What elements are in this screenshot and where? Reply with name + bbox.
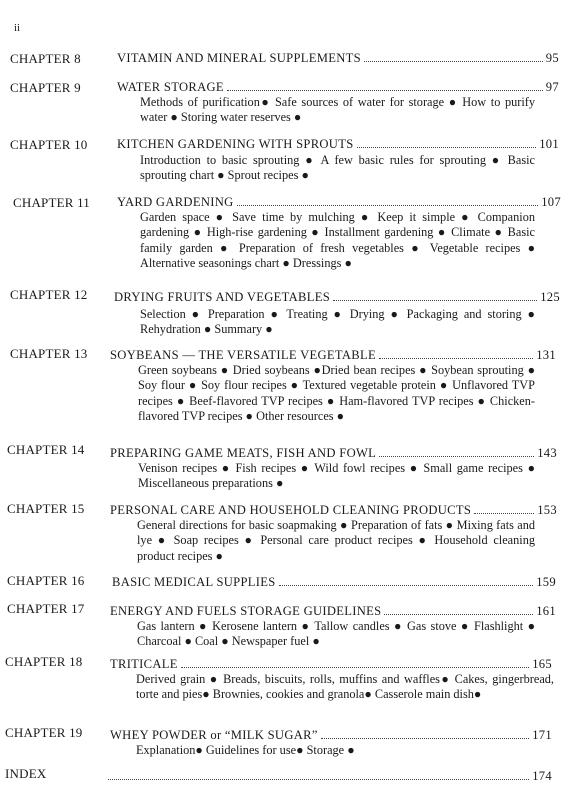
chapter-label: CHAPTER 11	[13, 195, 90, 210]
dot-leader	[237, 204, 539, 206]
dot-leader	[364, 60, 543, 62]
entry-description: Derived grain ● Breads, biscuits, rolls, muffins and waffles● Cakes, gingerbread, torte and pies● Brownies, cookies and granola● Casserole main dish●	[136, 672, 554, 702]
chapter-label: CHAPTER 19	[5, 725, 83, 740]
entry-description: Introduction to basic sprouting ● A few basic rules for sprouting ● Basic sprouting chart ● Sprout recipes ●	[140, 153, 535, 183]
dot-leader	[474, 512, 534, 514]
entry-title: DRYING FRUITS AND VEGETABLES	[114, 290, 331, 304]
dot-leader	[333, 299, 537, 301]
dot-leader	[357, 146, 537, 148]
dot-leader	[379, 357, 533, 359]
entry-title: TRITICALE	[110, 657, 178, 671]
dot-leader	[384, 613, 533, 615]
entry-title: BASIC MEDICAL SUPPLIES	[112, 575, 276, 589]
chapter-label: INDEX	[5, 766, 47, 781]
entry-description: Methods of purification● Safe sources of water for storage ● How to purify water ● Storing water reserves ●	[140, 95, 535, 125]
entry-page: 171	[532, 728, 552, 742]
entry-page: 125	[540, 290, 560, 304]
chapter-label: CHAPTER 12	[10, 287, 88, 302]
entry-page: 153	[537, 503, 557, 517]
entry-title-row	[117, 195, 561, 210]
entry-title-row	[110, 728, 552, 743]
chapter-label: CHAPTER 16	[7, 573, 85, 588]
entry-page: 97	[545, 80, 559, 94]
entry-title-row	[110, 604, 556, 619]
entry-title: YARD GARDENING	[117, 195, 234, 209]
entry-title-row	[105, 769, 552, 784]
dot-leader	[227, 89, 543, 91]
entry-title-row	[114, 290, 560, 305]
entry-title: ENERGY AND FUELS STORAGE GUIDELINES	[110, 604, 382, 618]
entry-title: WHEY POWDER or “MILK SUGAR”	[110, 728, 318, 742]
entry-description: Venison recipes ● Fish recipes ● Wild fowl recipes ● Small game recipes ● Miscellaneous preparations ●	[138, 461, 535, 491]
chapter-label: CHAPTER 18	[5, 654, 83, 669]
entry-page: 131	[536, 348, 556, 362]
entry-description: Explanation● Guidelines for use● Storage ●	[136, 743, 355, 757]
entry-title: VITAMIN AND MINERAL SUPPLEMENTS	[117, 51, 361, 65]
chapter-label: CHAPTER 13	[10, 346, 88, 361]
entry-description: Selection ● Preparation ● Treating ● Drying ● Packaging and storing ● Rehydration ● Summary ●	[140, 307, 535, 337]
entry-description: Gas lantern ● Kerosene lantern ● Tallow candles ● Gas stove ● Flashlight ● Charcoal ● Coal ● Newspaper fuel ●	[137, 619, 535, 649]
entry-title-row	[110, 657, 552, 672]
chapter-label: CHAPTER 10	[10, 137, 88, 152]
entry-title: KITCHEN GARDENING WITH SPROUTS	[117, 137, 354, 151]
dot-leader	[379, 455, 534, 457]
chapter-label: CHAPTER 15	[7, 501, 85, 516]
chapter-label: CHAPTER 17	[7, 601, 85, 616]
entry-page: 101	[539, 137, 559, 151]
entry-page: 107	[541, 195, 561, 209]
entry-description: General directions for basic soapmaking ● Preparation of fats ● Mixing fats and lye ● Soap recipes ● Personal care product recipes ● Household cleaning product recipes ●	[137, 518, 535, 563]
entry-page: 95	[545, 51, 559, 65]
entry-title-row	[110, 503, 557, 518]
dot-leader	[108, 778, 529, 780]
chapter-label: CHAPTER 9	[10, 80, 81, 95]
entry-page: 174	[532, 769, 552, 783]
entry-title-row	[110, 446, 557, 461]
entry-title-row	[110, 348, 556, 363]
entry-title: WATER STORAGE	[117, 80, 224, 94]
entry-title-row	[117, 80, 559, 95]
dot-leader	[181, 666, 529, 668]
entry-title: PREPARING GAME MEATS, FISH AND FOWL	[110, 446, 377, 460]
entry-title: PERSONAL CARE AND HOUSEHOLD CLEANING PRODUCTS	[110, 503, 472, 517]
page-number: ii	[14, 22, 21, 34]
entry-title-row	[112, 575, 556, 590]
chapter-label: CHAPTER 8	[10, 51, 81, 66]
entry-title: SOYBEANS — THE VERSATILE VEGETABLE	[110, 348, 376, 362]
chapter-label: CHAPTER 14	[7, 442, 85, 457]
entry-page: 143	[537, 446, 557, 460]
entry-page: 165	[532, 657, 552, 671]
entry-title-row	[117, 137, 559, 152]
dot-leader	[279, 584, 534, 586]
entry-page: 161	[536, 604, 556, 618]
dot-leader	[321, 737, 529, 739]
entry-page: 159	[536, 575, 556, 589]
entry-description: Garden space ● Save time by mulching ● Keep it simple ● Companion gardening ● High-rise gardening ● Installment gardening ● Climate ● Basic family garden ● Preparation of fresh vegetables ● Vegetable recipes ● Alternative seasonings chart ● Dressings ●	[140, 210, 535, 270]
entry-title-row	[117, 51, 559, 66]
entry-description: Green soybeans ● Dried soybeans ●Dried bean recipes ● Soybean sprouting ● Soy flour ● Soy flour recipes ● Textured vegetable protein ● Unflavored TVP recipes ● Beef-flavored TVP recipes ● Ham-flavored TVP recipes ● Chicken-flavored TVP recipes ● Other resources ●	[138, 363, 535, 423]
